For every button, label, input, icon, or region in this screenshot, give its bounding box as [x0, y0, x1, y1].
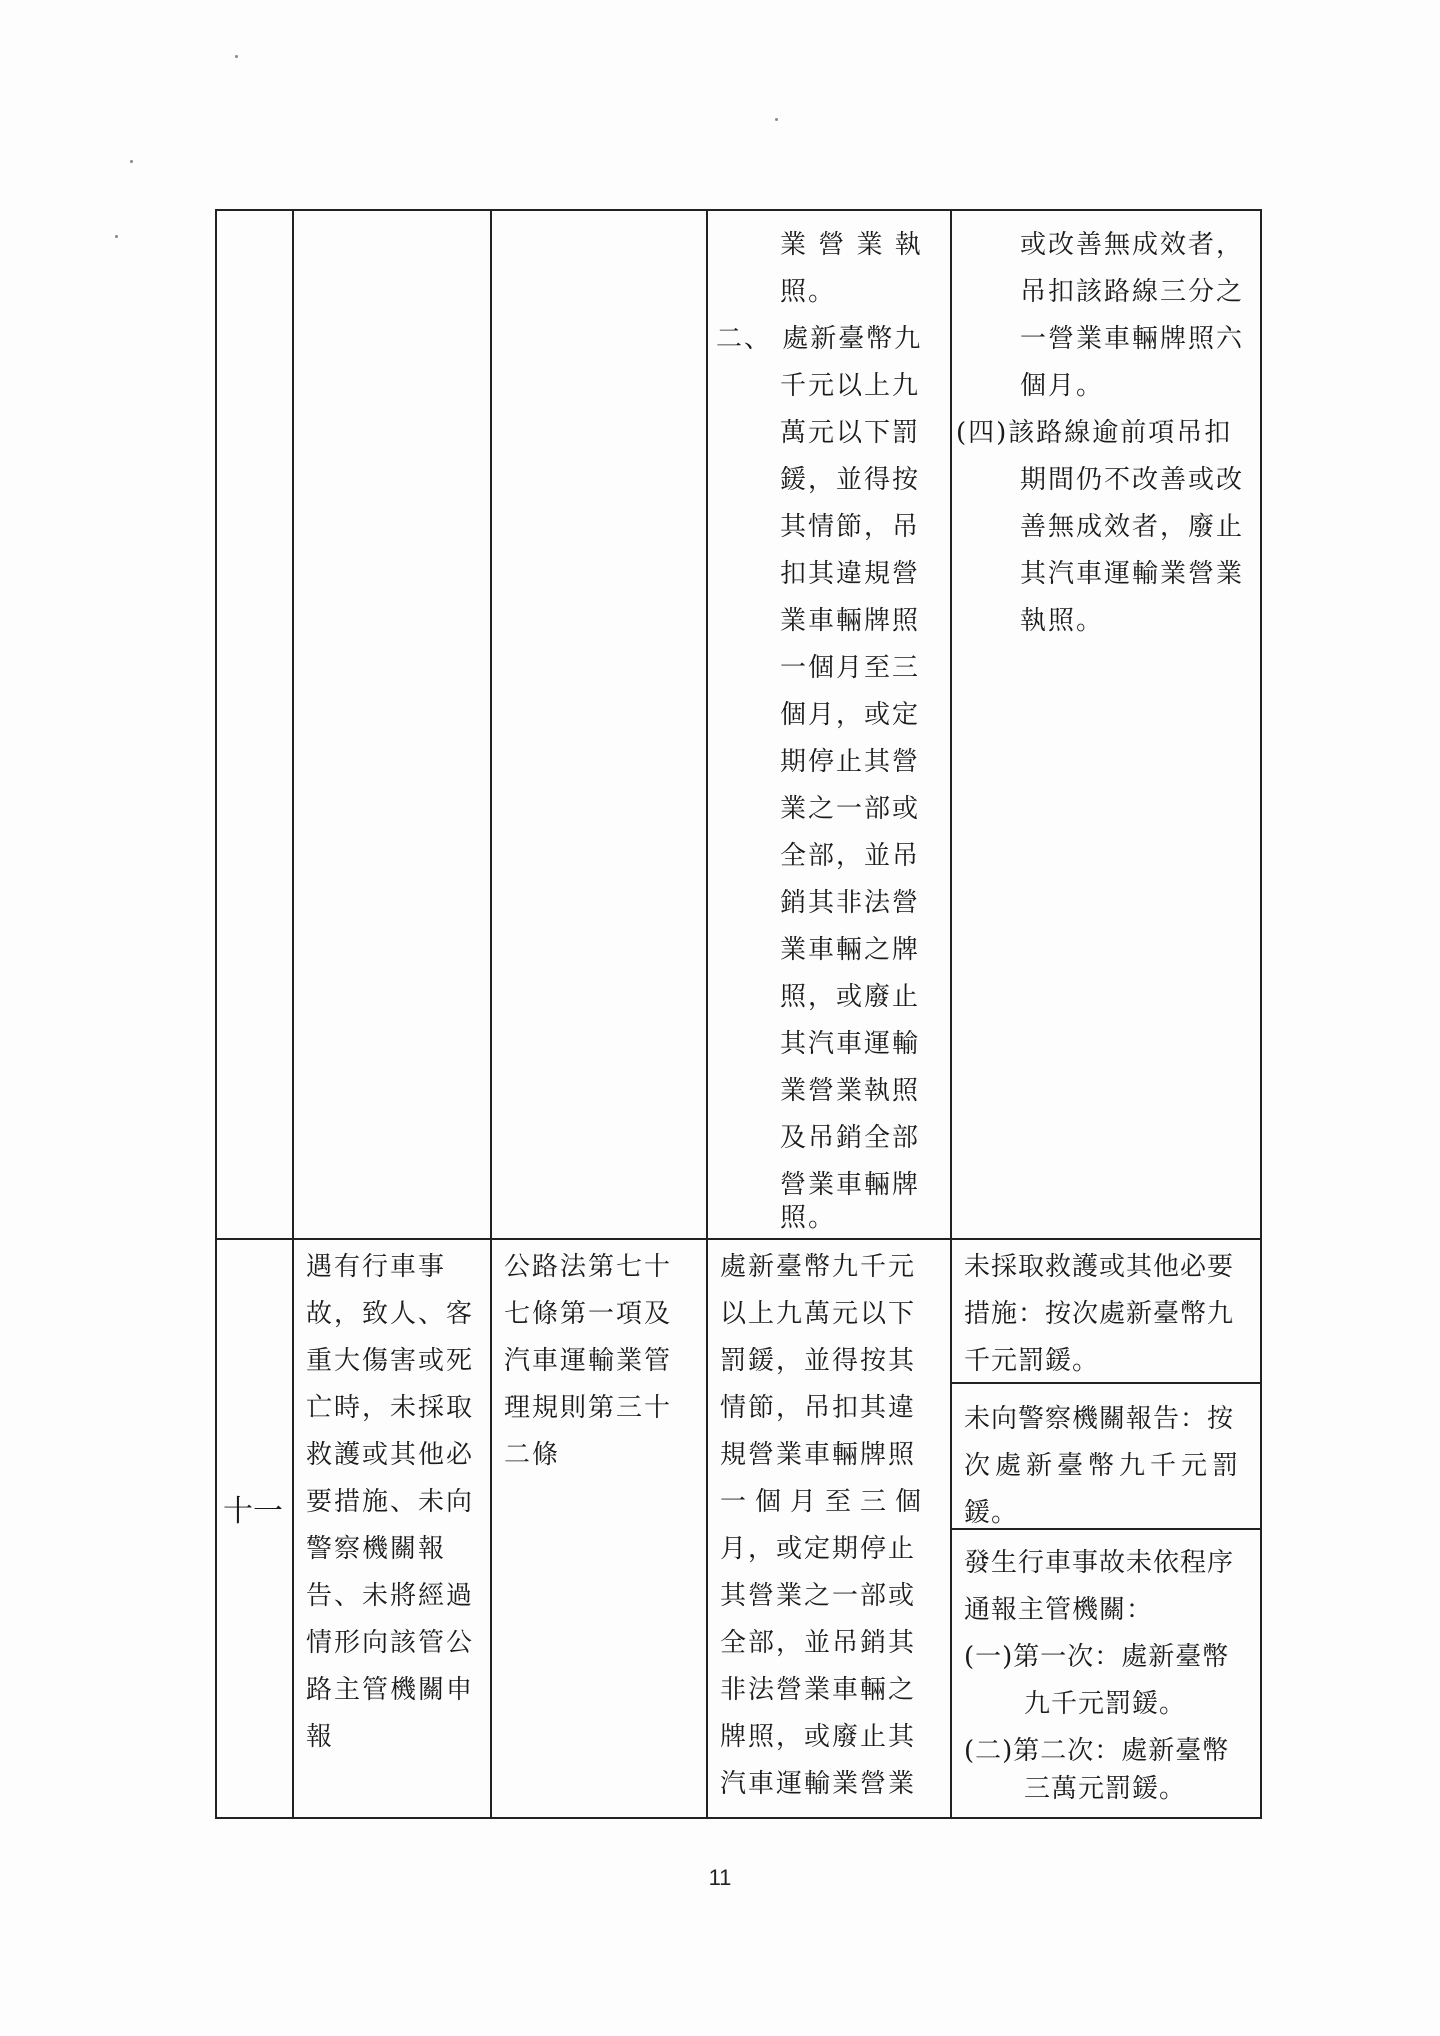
law-line: 七條第一項及 — [504, 1299, 673, 1329]
penalty-line: 鍰，並得按 — [780, 465, 921, 495]
law-line: 汽車運輸業管 — [504, 1346, 673, 1376]
penalty-line: 業 營 業 執 — [780, 230, 923, 260]
scan-speck — [775, 118, 778, 121]
standard-line: 九千元罰鍰。 — [1024, 1689, 1187, 1719]
penalty-line: 千元以上九 — [780, 371, 921, 401]
violation-line: 情形向該管公 — [306, 1628, 475, 1658]
penalty-line: 其汽車運輸 — [780, 1029, 921, 1059]
row-number: 十一 — [223, 1494, 283, 1529]
table-top-border — [215, 209, 1262, 211]
penalty-line: 牌照，或廢止其 — [720, 1722, 917, 1752]
column-border — [292, 209, 294, 1819]
penalty-line: 期停止其營 — [780, 747, 921, 777]
penalty-line: 營業車輛牌 — [780, 1170, 921, 1200]
standard-line: 吊扣該路線三分之 — [1020, 277, 1245, 307]
penalty-line: 業車輛牌照 — [780, 606, 921, 636]
law-line: 二條 — [504, 1440, 561, 1470]
penalty-line: 業之一部或 — [780, 794, 921, 824]
penalty-line: 月，或定期停止 — [720, 1534, 917, 1564]
penalty-line: 照。 — [780, 277, 837, 307]
penalty-line: 銷其非法營 — [780, 888, 921, 918]
violation-line: 警察機關報 — [306, 1534, 447, 1564]
violation-line: 救護或其他必 — [306, 1440, 475, 1470]
standard-line: 個月。 — [1020, 371, 1105, 401]
penalty-line: 二、 處新臺幣九 — [716, 324, 923, 354]
penalty-line: 汽車運輸業營業 — [720, 1769, 917, 1799]
penalty-line: 罰鍰，並得按其 — [720, 1346, 917, 1376]
standard-line: 千元罰鍰。 — [964, 1346, 1100, 1376]
row-divider — [215, 1238, 1262, 1240]
penalty-line: 扣其違規營 — [780, 559, 921, 589]
violation-line: 報 — [306, 1722, 335, 1752]
column-border — [215, 209, 217, 1819]
page-number: 11 — [708, 1865, 732, 1890]
penalty-line: 處新臺幣九千元 — [720, 1252, 917, 1282]
standard-line: (四)該路線逾前項吊扣 — [956, 418, 1233, 448]
standard-line: 三萬元罰鍰。 — [1024, 1774, 1187, 1804]
standard-line: 措施：按次處新臺幣九 — [964, 1299, 1235, 1329]
standard-line: (一)第一次：處新臺幣 — [964, 1642, 1230, 1672]
penalty-line: 業車輛之牌 — [780, 935, 921, 965]
scan-speck — [115, 235, 118, 238]
penalty-line: 個月，或定 — [780, 700, 921, 730]
penalty-line: 其營業之一部或 — [720, 1581, 917, 1611]
violation-line: 故，致人、客 — [306, 1299, 475, 1329]
penalty-line: 以上九萬元以下 — [720, 1299, 917, 1329]
penalty-line: 規營業車輛牌照 — [720, 1440, 917, 1470]
penalty-line: 照。 — [780, 1203, 837, 1233]
column-border — [706, 209, 708, 1819]
standard-line: 執照。 — [1020, 606, 1105, 636]
penalty-line: 全部，並吊銷其 — [720, 1628, 917, 1658]
standard-line: 次處新臺幣九千元罰 — [964, 1451, 1244, 1481]
penalty-line: 業營業執照 — [780, 1076, 921, 1106]
penalty-line: 其情節，吊 — [780, 512, 921, 542]
standard-line: 發生行車事故未依程序 — [964, 1548, 1235, 1578]
penalty-line: 照，或廢止 — [780, 982, 921, 1012]
standard-line: 一營業車輛牌照六 — [1020, 324, 1245, 354]
column-border — [950, 209, 952, 1819]
violation-line: 告、未將經過 — [306, 1581, 475, 1611]
standard-line: 或改善無成效者， — [1020, 230, 1245, 260]
standard-line: 通報主管機關： — [964, 1595, 1154, 1625]
violation-line: 重大傷害或死 — [306, 1346, 475, 1376]
violation-line: 亡時，未採取 — [306, 1393, 475, 1423]
law-line: 公路法第七十 — [504, 1252, 673, 1282]
penalty-line: 情節，吊扣其違 — [720, 1393, 917, 1423]
violation-line: 要措施、未向 — [306, 1487, 475, 1517]
standard-line: 其汽車運輸業營業 — [1020, 559, 1245, 589]
standard-line: (二)第二次：處新臺幣 — [964, 1736, 1230, 1766]
column-border — [1260, 209, 1262, 1819]
violation-line: 遇有行車事 — [306, 1252, 447, 1282]
table-bottom-border — [215, 1817, 1262, 1819]
penalty-line: 一個月至三個 — [720, 1487, 931, 1517]
penalty-line: 非法營業車輛之 — [720, 1675, 917, 1705]
standard-line: 未採取救護或其他必要 — [964, 1252, 1235, 1282]
scan-speck — [130, 160, 133, 163]
penalty-line: 全部，並吊 — [780, 841, 921, 871]
penalty-line: 一個月至三 — [780, 653, 921, 683]
standard-line: 未向警察機關報告：按 — [964, 1404, 1235, 1434]
penalty-line: 及吊銷全部 — [780, 1123, 921, 1153]
law-line: 理規則第三十 — [504, 1393, 673, 1423]
column-border — [490, 209, 492, 1819]
scan-speck — [235, 55, 238, 58]
standard-line: 鍰。 — [964, 1498, 1019, 1528]
standard-line: 期間仍不改善或改 — [1020, 465, 1245, 495]
penalty-line: 萬元以下罰 — [780, 418, 921, 448]
standard-line: 善無成效者，廢止 — [1020, 512, 1245, 542]
violation-line: 路主管機關申 — [306, 1675, 475, 1705]
